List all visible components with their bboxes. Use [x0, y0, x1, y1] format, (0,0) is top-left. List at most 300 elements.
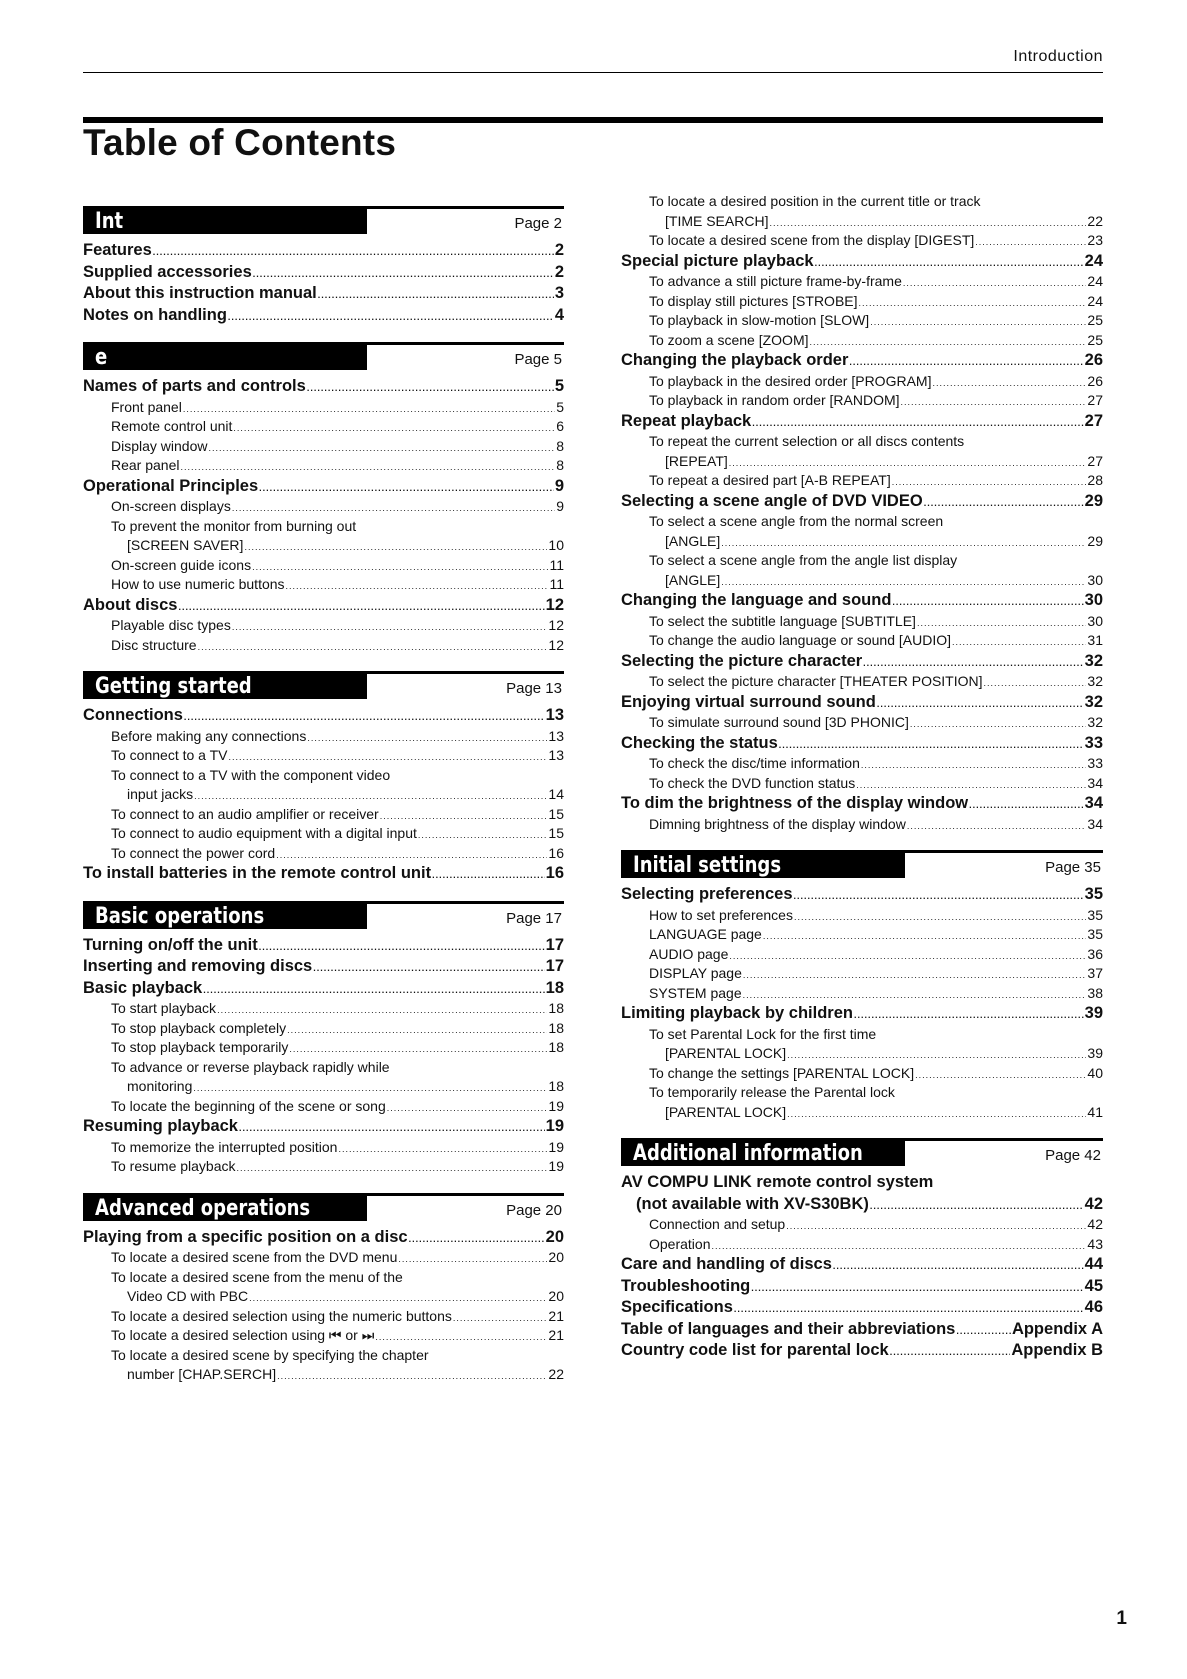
toc-entry-title: [PARENTAL LOCK] [665, 1103, 787, 1120]
dot-leader [794, 908, 1086, 928]
dot-leader [239, 1118, 545, 1140]
toc-subentry [83, 1097, 564, 1117]
toc-subentry [83, 636, 564, 656]
toc-page-number: 24 [1087, 273, 1103, 289]
dot-leader [233, 419, 555, 439]
toc-entry-title: Care and handling of discs [621, 1255, 832, 1273]
toc-subentry [621, 391, 1103, 411]
toc-entry-title: Playing from a specific position on a disc [83, 1227, 408, 1246]
dot-leader [237, 1159, 548, 1179]
toc-subentry [621, 906, 1103, 926]
dot-leader [870, 1196, 1084, 1218]
dot-leader [752, 413, 1083, 435]
dot-leader [208, 439, 555, 459]
dot-leader [833, 1256, 1084, 1278]
section-tab [83, 1196, 367, 1221]
toc-entry-title: [PARENTAL LOCK] [665, 1045, 787, 1061]
toc-page-number: 19 [545, 1117, 564, 1135]
toc-entry-title: To change the audio language or sound [AUDIO] [649, 632, 951, 648]
toc-subentry [621, 984, 1103, 1004]
toc-page-number: 12 [548, 617, 564, 633]
toc-entry-line: To select a scene angle from the normal screen [649, 513, 944, 529]
dot-leader [915, 1066, 1086, 1086]
toc-entry-title: Video CD with PBC [127, 1288, 249, 1304]
toc-subentry [621, 1103, 1103, 1123]
toc-chapter-entry [83, 240, 564, 262]
section-tab [83, 904, 367, 929]
toc-page-number: 32 [1084, 651, 1103, 670]
toc-subentry [621, 945, 1103, 965]
dot-leader [815, 253, 1084, 275]
toc-page-number: 9 [554, 476, 564, 495]
toc-entry-title: To check the disc/time information [649, 755, 860, 771]
toc-page-number: 42 [1084, 1194, 1103, 1213]
toc-entry-line: To locate a desired position in the current title or track [649, 193, 981, 209]
section-tab [621, 853, 905, 878]
toc-chapter-entry [621, 1319, 1103, 1341]
section-header [83, 206, 564, 237]
dot-leader [859, 294, 1087, 314]
toc-page-number: 17 [545, 957, 564, 975]
toc-chapter-entry [83, 863, 564, 885]
toc-entry-title: About this instruction manual [83, 284, 317, 302]
toc-page-number: 44 [1084, 1255, 1103, 1273]
toc-entry-title: To resume playback [111, 1158, 236, 1174]
toc-page-number: 34 [1084, 794, 1103, 812]
toc-subentry [83, 616, 564, 636]
toc-entry-title: To display still pictures [STROBE] [649, 292, 858, 309]
toc-page-number: 22 [1087, 212, 1103, 229]
toc-page-number: 24 [1087, 292, 1103, 309]
toc-entry-line: To locate a desired scene by specifying the chapter [111, 1346, 429, 1363]
toc-subentry [621, 272, 1103, 292]
dot-leader [863, 653, 1083, 675]
section-title: Int [95, 209, 124, 234]
dot-leader [910, 715, 1087, 735]
toc-entry-title: LANGUAGE page [649, 926, 762, 942]
toc-subentry [621, 212, 1103, 232]
dot-leader [952, 633, 1086, 653]
dot-leader [307, 729, 547, 749]
toc-entry-title: Names of parts and controls [83, 377, 306, 395]
toc-page-number: 42 [1087, 1216, 1103, 1232]
toc-entry-title: Supplied accessories [83, 262, 252, 281]
toc-page-number: 19 [548, 1138, 564, 1155]
toc-entry-line: To temporarily release the Parental lock [649, 1084, 895, 1100]
toc-page-number: 4 [554, 305, 564, 324]
toc-chapter-entry [621, 350, 1103, 372]
toc-entry-line: To connect to a TV with the component video [111, 766, 391, 783]
toc-entry-line: To set Parental Lock for the first time [649, 1025, 877, 1042]
toc-chapter-entry [621, 793, 1103, 815]
toc-chapter-entry [83, 705, 564, 727]
toc-page-number: 27 [1087, 452, 1103, 469]
toc-entry-title: To check the DVD function status [649, 774, 856, 791]
toc-page-number: 30 [1084, 591, 1103, 609]
dot-leader [969, 795, 1084, 817]
toc-page-number: 41 [1087, 1103, 1103, 1120]
dot-leader [794, 886, 1084, 908]
toc-subentry [83, 575, 564, 595]
toc-chapter-entry [83, 935, 564, 957]
page-number: 1 [1116, 1608, 1127, 1629]
dot-leader [252, 558, 548, 578]
toc-entry-title: To start playback [111, 1000, 217, 1016]
dot-leader [779, 735, 1084, 757]
toc-subentry [621, 631, 1103, 651]
toc-chapter-entry [83, 956, 564, 978]
toc-page-number: 35 [1084, 885, 1103, 903]
toc-entry-title: To stop playback temporarily [111, 1039, 289, 1055]
toc-chapter-entry [83, 476, 564, 498]
toc-entry-title: Basic playback [83, 978, 203, 997]
toc-page-number: 35 [1087, 926, 1103, 942]
toc-chapter-entry [621, 1254, 1103, 1276]
toc-subentry [83, 556, 564, 576]
toc-chapter-entry [83, 376, 564, 398]
toc-entry-title: To playback in slow-motion [SLOW] [649, 312, 870, 328]
toc-page-number: 27 [1084, 411, 1103, 430]
dot-leader [861, 756, 1087, 776]
toc-page-number: 8 [556, 437, 564, 454]
toc-page-number: 13 [548, 727, 564, 744]
dot-leader [232, 618, 548, 638]
dot-leader [854, 1005, 1084, 1027]
toc-entry-title: Selecting a scene angle of DVD VIDEO [621, 491, 923, 510]
toc-subentry [83, 805, 564, 825]
toc-entry-title: Selecting preferences [621, 885, 793, 903]
toc-page-number: 39 [1084, 1004, 1103, 1022]
toc-page-number: Appendix B [1011, 1341, 1103, 1359]
toc-chapter-entry [621, 1340, 1103, 1362]
toc-subentry [83, 456, 564, 476]
toc-chapter-entry [621, 1297, 1103, 1319]
toc-page-number: 19 [548, 1158, 564, 1174]
dot-leader [787, 1105, 1086, 1125]
section-header [83, 342, 564, 373]
toc-subentry [83, 1019, 564, 1039]
dot-leader [244, 538, 547, 558]
toc-entry-title: To simulate surround sound [3D PHONIC] [649, 714, 909, 730]
toc-chapter-entry [621, 590, 1103, 612]
toc-chapter-entry [621, 884, 1103, 906]
toc-page-number: 32 [1087, 673, 1103, 689]
toc-subentry [621, 925, 1103, 945]
toc-subentry [621, 774, 1103, 794]
dot-leader [183, 400, 555, 420]
dot-leader [228, 748, 547, 768]
toc-page-number: 18 [548, 1078, 564, 1094]
toc-entry-title: To change the settings [PARENTAL LOCK] [649, 1064, 915, 1081]
toc-page-number: 43 [1087, 1235, 1103, 1252]
dot-leader [338, 1140, 547, 1160]
toc-entry-line: AV COMPU LINK remote control system [621, 1173, 934, 1191]
section-header [621, 850, 1103, 881]
dot-leader [903, 274, 1087, 294]
toc-subentry [83, 1138, 564, 1158]
toc-entry-title: Troubleshooting [621, 1276, 751, 1295]
toc-entry-title: To select the subtitle language [SUBTITLE] [649, 612, 916, 629]
toc-subentry [621, 1235, 1103, 1255]
dot-leader [286, 577, 549, 597]
toc-page-number: 18 [548, 1039, 564, 1055]
dot-leader [232, 499, 555, 519]
toc-page-number: 18 [545, 978, 564, 997]
toc-page-number: 40 [1087, 1064, 1103, 1081]
toc-page-number: 26 [1087, 372, 1103, 389]
toc-entry-title: To advance a still picture frame-by-frame [649, 273, 902, 289]
toc-subentry [621, 754, 1103, 774]
toc-page-number: 23 [1087, 232, 1103, 248]
header-rule [83, 72, 1103, 73]
toc-subentry [83, 398, 564, 418]
section-page-ref: Page 13 [506, 680, 562, 697]
toc-page-number: 12 [545, 595, 564, 614]
dot-leader [877, 694, 1084, 716]
toc-page-number: 36 [1087, 945, 1103, 962]
dot-leader [318, 285, 554, 307]
toc-entry-title: To memorize the interrupted position [111, 1138, 338, 1155]
dot-leader [786, 1217, 1086, 1237]
toc-subentry [621, 571, 1103, 591]
toc-subentry [621, 1064, 1103, 1084]
toc-page-number: 32 [1087, 714, 1103, 730]
dot-leader [751, 1278, 1083, 1300]
toc-entry-title: Inserting and removing discs [83, 957, 313, 975]
toc-entry-line: To advance or reverse playback rapidly while [111, 1058, 390, 1075]
toc-entry-title: AUDIO page [649, 945, 729, 962]
dot-leader [743, 966, 1087, 986]
toc-page-number: 27 [1087, 392, 1103, 408]
toc-subentry [621, 964, 1103, 984]
toc-entry-line: To locate a desired scene from the menu of the [111, 1268, 403, 1285]
toc-entry-title: Enjoying virtual surround sound [621, 692, 876, 711]
toc-chapter-entry [621, 692, 1103, 714]
toc-entry-title: Operational Principles [83, 476, 259, 495]
toc-subentry [621, 532, 1103, 552]
toc-subentry [83, 999, 564, 1019]
dot-leader [409, 1229, 545, 1251]
toc-entry-title: To connect to a TV [111, 747, 228, 763]
section-header [83, 671, 564, 702]
dot-leader [253, 264, 554, 286]
toc-entry-title: Special picture playback [621, 251, 814, 270]
toc-entry-title: Country code list for parental lock [621, 1341, 889, 1359]
toc-page-number: 6 [556, 418, 564, 434]
dot-leader [228, 307, 554, 329]
toc-chapter-entry [83, 1227, 564, 1249]
toc-page-number: 15 [548, 825, 564, 841]
toc-entry-title: (not available with XV-S30BK) [636, 1194, 869, 1213]
toc-entry-title: To select the picture character [THEATER POSITION] [649, 673, 983, 689]
section-title: Basic operations [95, 903, 265, 929]
section-page-ref: Page 2 [514, 215, 562, 232]
toc-page-number: 33 [1087, 755, 1103, 771]
toc-subentry [621, 612, 1103, 632]
running-header: Introduction [1013, 48, 1103, 65]
toc-entry-title: To repeat a desired part [A-B REPEAT] [649, 472, 891, 488]
toc-entry-title: Specifications [621, 1298, 733, 1316]
toc-entry-title: Playable disc types [111, 617, 231, 633]
toc-subentry [83, 1077, 564, 1097]
toc-subentry [83, 1365, 564, 1385]
page-title: Table of Contents [83, 122, 397, 163]
toc-page-number: 39 [1087, 1045, 1103, 1061]
toc-page-number: 5 [556, 398, 564, 415]
dot-leader [892, 592, 1083, 614]
toc-page-number: 25 [1087, 331, 1103, 348]
toc-page-number: 20 [545, 1227, 564, 1246]
toc-page-number: 9 [556, 498, 564, 514]
section-tab [83, 209, 367, 234]
toc-entry-title: Repeat playback [621, 411, 752, 430]
dot-leader [932, 374, 1086, 394]
toc-chapter-entry [83, 1116, 564, 1138]
dot-leader [387, 1099, 548, 1119]
toc-entry-title: Table of languages and their abbreviations [621, 1319, 956, 1338]
toc-page-number: 37 [1087, 965, 1103, 981]
toc-chapter-entry [621, 251, 1103, 273]
toc-subentry [83, 1307, 564, 1327]
toc-page-number: 26 [1084, 351, 1103, 369]
toc-chapter-entry [621, 491, 1103, 513]
toc-page-number: 17 [545, 935, 564, 954]
toc-page-number: 13 [548, 747, 564, 763]
toc-subentry [83, 1248, 564, 1268]
toc-entry-title: Display window [111, 437, 208, 454]
dot-leader [289, 1040, 547, 1060]
toc-page-number: 34 [1087, 815, 1103, 832]
toc-page-number: 2 [554, 262, 564, 281]
section-page-ref: Page 42 [1045, 1147, 1101, 1164]
toc-chapter-entry [83, 595, 564, 617]
toc-subentry [83, 536, 564, 556]
toc-entry-title: To connect the power cord [111, 844, 276, 861]
toc-subentry [83, 497, 564, 517]
toc-subentry [83, 824, 564, 844]
dot-leader [453, 1309, 548, 1329]
toc-subentry [621, 311, 1103, 331]
toc-entry-title: [TIME SEARCH] [665, 212, 769, 229]
toc-entry-line: To repeat the current selection or all discs contents [649, 433, 965, 449]
section-header [83, 901, 564, 932]
toc-page-number: 20 [548, 1288, 564, 1304]
toc-entry-title: On-screen displays [111, 498, 231, 514]
toc-entry-title: Operation [649, 1235, 711, 1252]
toc-entry-title: To connect to an audio amplifier or receiver [111, 805, 379, 822]
toc-entry-title: To locate a desired scene from the display [DIGEST] [649, 232, 975, 248]
toc-page-number: 21 [548, 1327, 564, 1343]
toc-subentry [621, 372, 1103, 392]
toc-subentry [621, 815, 1103, 835]
dot-leader [763, 927, 1087, 947]
section-page-ref: Page 35 [1045, 859, 1101, 876]
dot-leader [810, 333, 1087, 353]
dot-leader [984, 674, 1087, 694]
dot-leader [184, 707, 545, 729]
dot-leader [287, 1021, 547, 1041]
toc-subentry [621, 331, 1103, 351]
toc-entry-title: Resuming playback [83, 1117, 238, 1135]
toc-page-number: 15 [548, 805, 564, 822]
toc-subentry [621, 292, 1103, 312]
toc-entry-title: To dim the brightness of the display window [621, 794, 969, 812]
toc-page-number: 24 [1084, 251, 1103, 270]
toc-page-number: 11 [549, 576, 564, 592]
toc-entry-title: Checking the status [621, 733, 778, 752]
toc-page-number: Appendix A [1011, 1319, 1103, 1338]
toc-chapter-entry [621, 1003, 1103, 1025]
toc-subentry [83, 1326, 564, 1346]
toc-page-number: 12 [548, 636, 564, 653]
dot-leader [924, 493, 1084, 515]
toc-entry-title: Remote control unit [111, 418, 233, 434]
toc-page-number: 31 [1087, 632, 1103, 648]
toc-entry-title: Disc structure [111, 636, 197, 653]
dot-leader [307, 378, 554, 400]
toc-entry-title: number [CHAP.SERCH] [127, 1366, 277, 1382]
section-page-ref: Page 17 [506, 909, 562, 927]
dot-leader [975, 233, 1086, 253]
section-tab [621, 1141, 905, 1166]
toc-chapter-entry [83, 262, 564, 284]
section-tab [83, 345, 367, 370]
toc-page-number: 18 [548, 1000, 564, 1016]
toc-entry-title: Notes on handling [83, 305, 227, 324]
dot-leader [313, 958, 544, 980]
dot-leader [956, 1321, 1011, 1343]
toc-subentry [83, 785, 564, 805]
toc-chapter-entry [621, 733, 1103, 755]
toc-entry-title: On-screen guide icons [111, 556, 252, 573]
dot-leader [153, 242, 554, 264]
toc-page-number: 45 [1084, 1276, 1103, 1295]
toc-page-number: 16 [545, 864, 564, 882]
toc-entry-title: monitoring [127, 1078, 193, 1094]
toc-page-number: 21 [548, 1307, 564, 1324]
dot-leader [198, 638, 548, 658]
toc-chapter-entry [83, 305, 564, 327]
toc-entry-title: [REPEAT] [665, 452, 728, 469]
dot-leader [259, 937, 545, 959]
toc-chapter-entry [621, 411, 1103, 433]
toc-entry-title: Connections [83, 706, 183, 724]
toc-subentry [621, 231, 1103, 251]
toc-entry-title: To locate the beginning of the scene or song [111, 1097, 386, 1114]
section-page-ref: Page 5 [514, 351, 562, 368]
dot-leader [734, 1299, 1084, 1321]
toc-entry-title: To connect to audio equipment with a digital input [111, 825, 417, 841]
toc-entry-title: Front panel [111, 398, 182, 415]
toc-entry-title: Before making any connections [111, 727, 307, 744]
toc-page-number: 14 [548, 786, 564, 802]
toc-subentry [83, 437, 564, 457]
toc-subentry [83, 1287, 564, 1307]
toc-entry-title: Changing the playback order [621, 351, 849, 369]
toc-chapter-entry [621, 1194, 1103, 1216]
toc-page-number: 28 [1087, 472, 1103, 488]
section-header [621, 1138, 1103, 1169]
toc-subentry [621, 713, 1103, 733]
dot-leader [901, 393, 1087, 413]
toc-subentry [621, 1044, 1103, 1064]
dot-leader [890, 1342, 1011, 1364]
toc-page-number: 25 [1087, 312, 1103, 328]
toc-page-number: 13 [545, 706, 564, 724]
toc-entry-title: Changing the language and sound [621, 591, 892, 609]
toc-entry-title: [ANGLE] [665, 571, 721, 588]
toc-entry-title: About discs [83, 595, 178, 614]
